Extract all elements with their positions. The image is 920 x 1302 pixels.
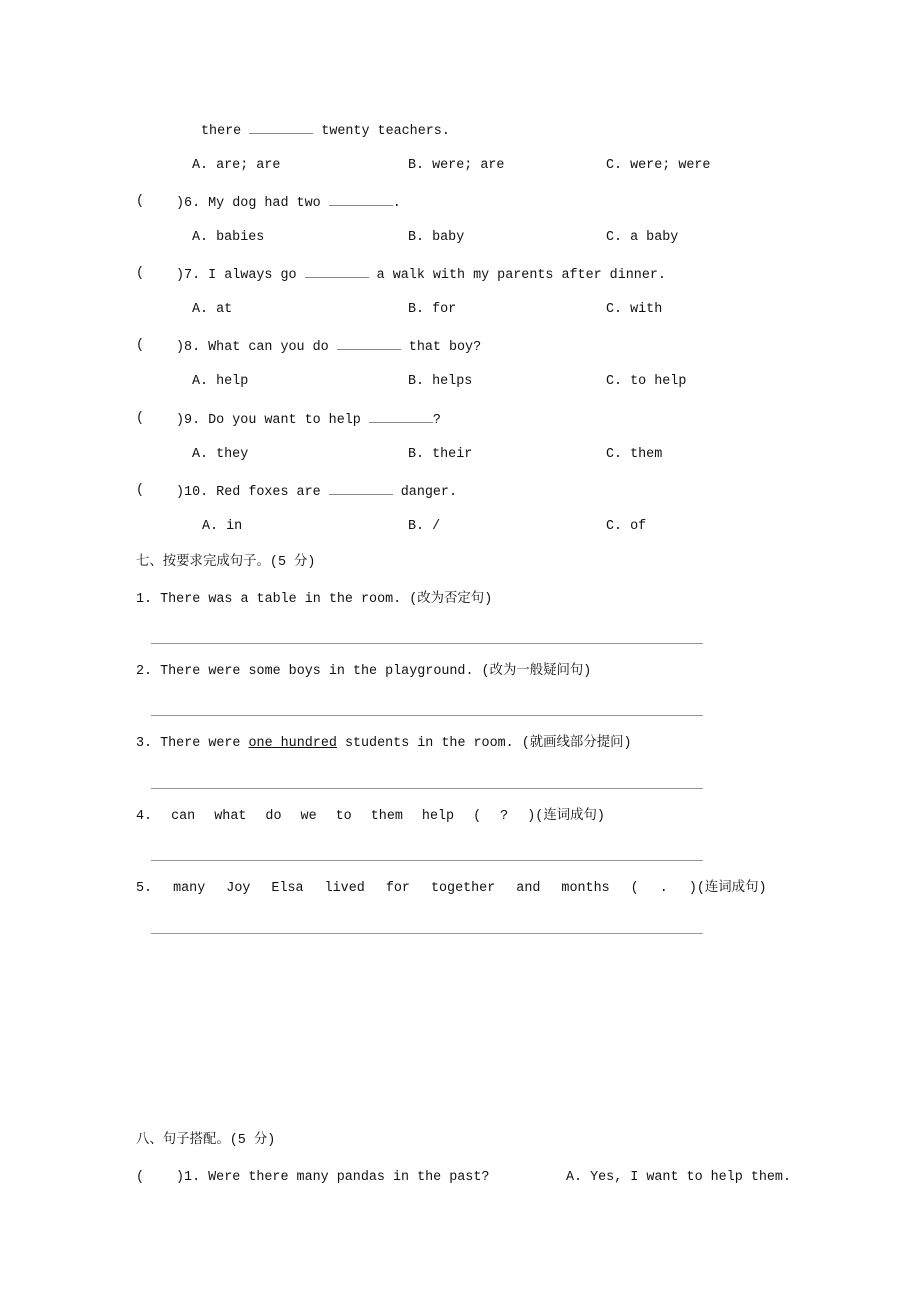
option-b: B. were; are — [408, 158, 505, 173]
q5-continuation — [201, 121, 450, 139]
option-c: C. were; were — [606, 158, 711, 173]
option-a: A. they — [192, 447, 249, 462]
question-text: )7. I always go — [176, 268, 297, 283]
question-10 — [176, 482, 457, 500]
answer-line — [151, 715, 703, 716]
item-text: 3. There were — [136, 736, 249, 751]
question-text-post: ? — [432, 413, 441, 428]
question-text-post: that boy? — [408, 340, 482, 355]
question-7 — [176, 265, 666, 283]
question-text: )8. What can you do — [176, 340, 329, 355]
rewrite-item-1: 1. There was a table in the room. (改为否定句) — [136, 592, 493, 607]
question-9 — [176, 410, 441, 428]
answer-line — [151, 933, 703, 934]
option-a: A. help — [192, 374, 249, 389]
question-text: )9. Do you want to help — [176, 413, 361, 428]
question-text-post: . — [392, 196, 401, 211]
question-text-post: danger. — [400, 485, 457, 500]
q5-post: twenty teachers. — [321, 124, 450, 139]
item-text-post: students in the room. (就画线部分提问) — [336, 736, 632, 751]
answer-blank — [249, 121, 313, 134]
option-a: A. in — [202, 519, 243, 534]
match-question-1: )1. Were there many pandas in the past? — [176, 1170, 490, 1185]
answer-line — [151, 860, 703, 861]
option-b: B. / — [408, 519, 441, 534]
option-c: C. a baby — [606, 230, 679, 245]
question-text: )10. Red foxes are — [176, 485, 321, 500]
underlined-phrase: one hundred — [248, 736, 337, 751]
option-c: C. to help — [606, 374, 687, 389]
option-c: C. them — [606, 447, 663, 462]
answer-blank — [329, 193, 393, 206]
option-a: A. are; are — [192, 158, 281, 173]
answer-blank — [305, 265, 369, 278]
answer-paren: ( — [136, 411, 145, 426]
option-c: C. with — [606, 302, 663, 317]
answer-paren: ( — [136, 194, 145, 209]
rewrite-item-4: 4. can what do we to them help ( ? )(连词成句) — [136, 809, 605, 824]
option-a: A. at — [192, 302, 233, 317]
option-a: A. babies — [192, 230, 265, 245]
answer-line — [151, 788, 703, 789]
option-b: B. helps — [408, 374, 473, 389]
question-8 — [176, 337, 481, 355]
option-c: C. of — [606, 519, 647, 534]
section-7-title: 七、按要求完成句子。(5 分) — [136, 555, 316, 570]
answer-paren: ( — [136, 338, 145, 353]
answer-blank — [329, 482, 393, 495]
rewrite-item-5: 5. many Joy Elsa lived for together and months ( . )(连词成句) — [136, 881, 767, 896]
question-6 — [176, 193, 401, 211]
rewrite-item-3 — [136, 735, 632, 753]
answer-paren: ( — [136, 483, 145, 498]
match-answer-a: A. Yes, I want to help them. — [566, 1170, 791, 1185]
section-8-title: 八、句子搭配。(5 分) — [136, 1133, 276, 1148]
option-b: B. their — [408, 447, 473, 462]
rewrite-item-2: 2. There were some boys in the playground. (改为一般疑问句) — [136, 664, 592, 679]
answer-paren: ( — [136, 266, 145, 281]
answer-blank — [369, 410, 433, 423]
question-text: )6. My dog had two — [176, 196, 321, 211]
q5-pre: there — [201, 124, 242, 139]
question-text-post: a walk with my parents after dinner. — [376, 268, 666, 283]
answer-blank — [337, 337, 401, 350]
option-b: B. baby — [408, 230, 465, 245]
answer-line — [151, 643, 703, 644]
option-b: B. for — [408, 302, 457, 317]
answer-paren: ( — [136, 1170, 145, 1185]
